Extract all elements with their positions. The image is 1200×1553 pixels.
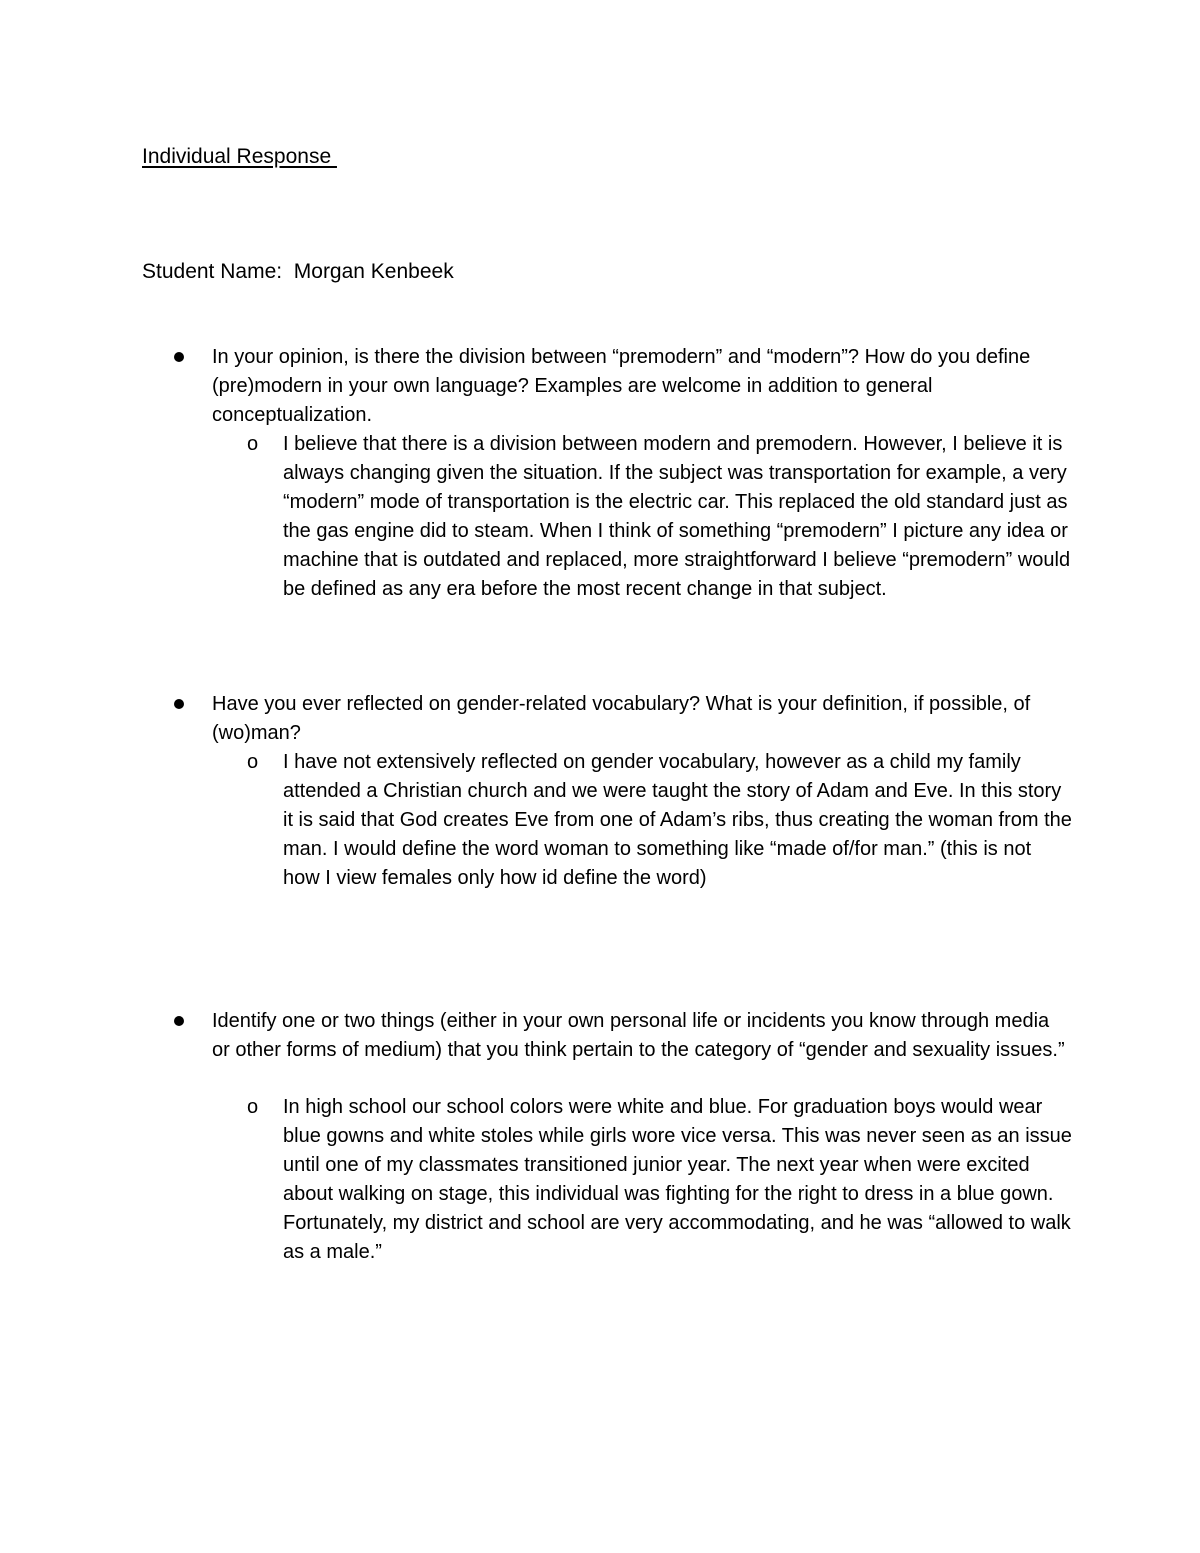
bullet-dot-icon: [174, 1016, 184, 1026]
answer-marker-icon: o: [247, 751, 259, 773]
answer-text: I have not extensively reflected on gender vocabulary, however as a child my family attended a Christian church and we were taught the story of Adam and Eve. In this story it is said that God creates Eve from one of Adam’s ribs, thus creating the woman from the man. I would define the word woman to something like “made of/for man.” (this is not how I view females only how id define the word): [283, 751, 1072, 889]
student-name-line: [142, 258, 454, 286]
question-text: In your opinion, is there the division between “premodern” and “modern”? How do you define (pre)modern in your own language? Examples are welcome in addition to general conceptualization.: [212, 346, 1031, 426]
page-title: Individual Response: [142, 145, 337, 168]
answer-text: In high school our school colors were white and blue. For graduation boys would wear blue gowns and white stoles while girls wore vice versa. This was never seen as an issue until one of my classmates transitioned junior year. The next year when were excited about walking on stage, this individual was fighting for the right to dress in a blue gown. Fortunately, my district and school are very accommodating, and he was “allowed to walk as a male.”: [283, 1096, 1072, 1263]
student-name-label: Student Name:: [142, 260, 283, 283]
question-text: Have you ever reflected on gender-related vocabulary? What is your definition, if possible, of (wo)man?: [212, 693, 1031, 744]
student-name-value: Morgan Kenbeek: [293, 260, 454, 283]
answer-marker-icon: o: [247, 433, 259, 455]
answer-text: I believe that there is a division between modern and premodern. However, I believe it is always changing given the situation. If the subject was transportation for example, a very “modern” mode of transportation is the electric car. This replaced the old standard just as the gas engine did to steam. When I think of something “premodern” I picture any idea or machine that is outdated and replaced, more straightforward I believe “premodern” would be defined as any era before the most recent change in that subject.: [283, 433, 1071, 600]
question-text: Identify one or two things (either in your own personal life or incidents you know through media or other forms of medium) that you think pertain to the category of “gender and sexuality issues.”: [212, 1010, 1065, 1061]
answer-marker-icon: o: [247, 1096, 259, 1118]
bullet-dot-icon: [174, 352, 184, 362]
bullet-dot-icon: [174, 699, 184, 709]
